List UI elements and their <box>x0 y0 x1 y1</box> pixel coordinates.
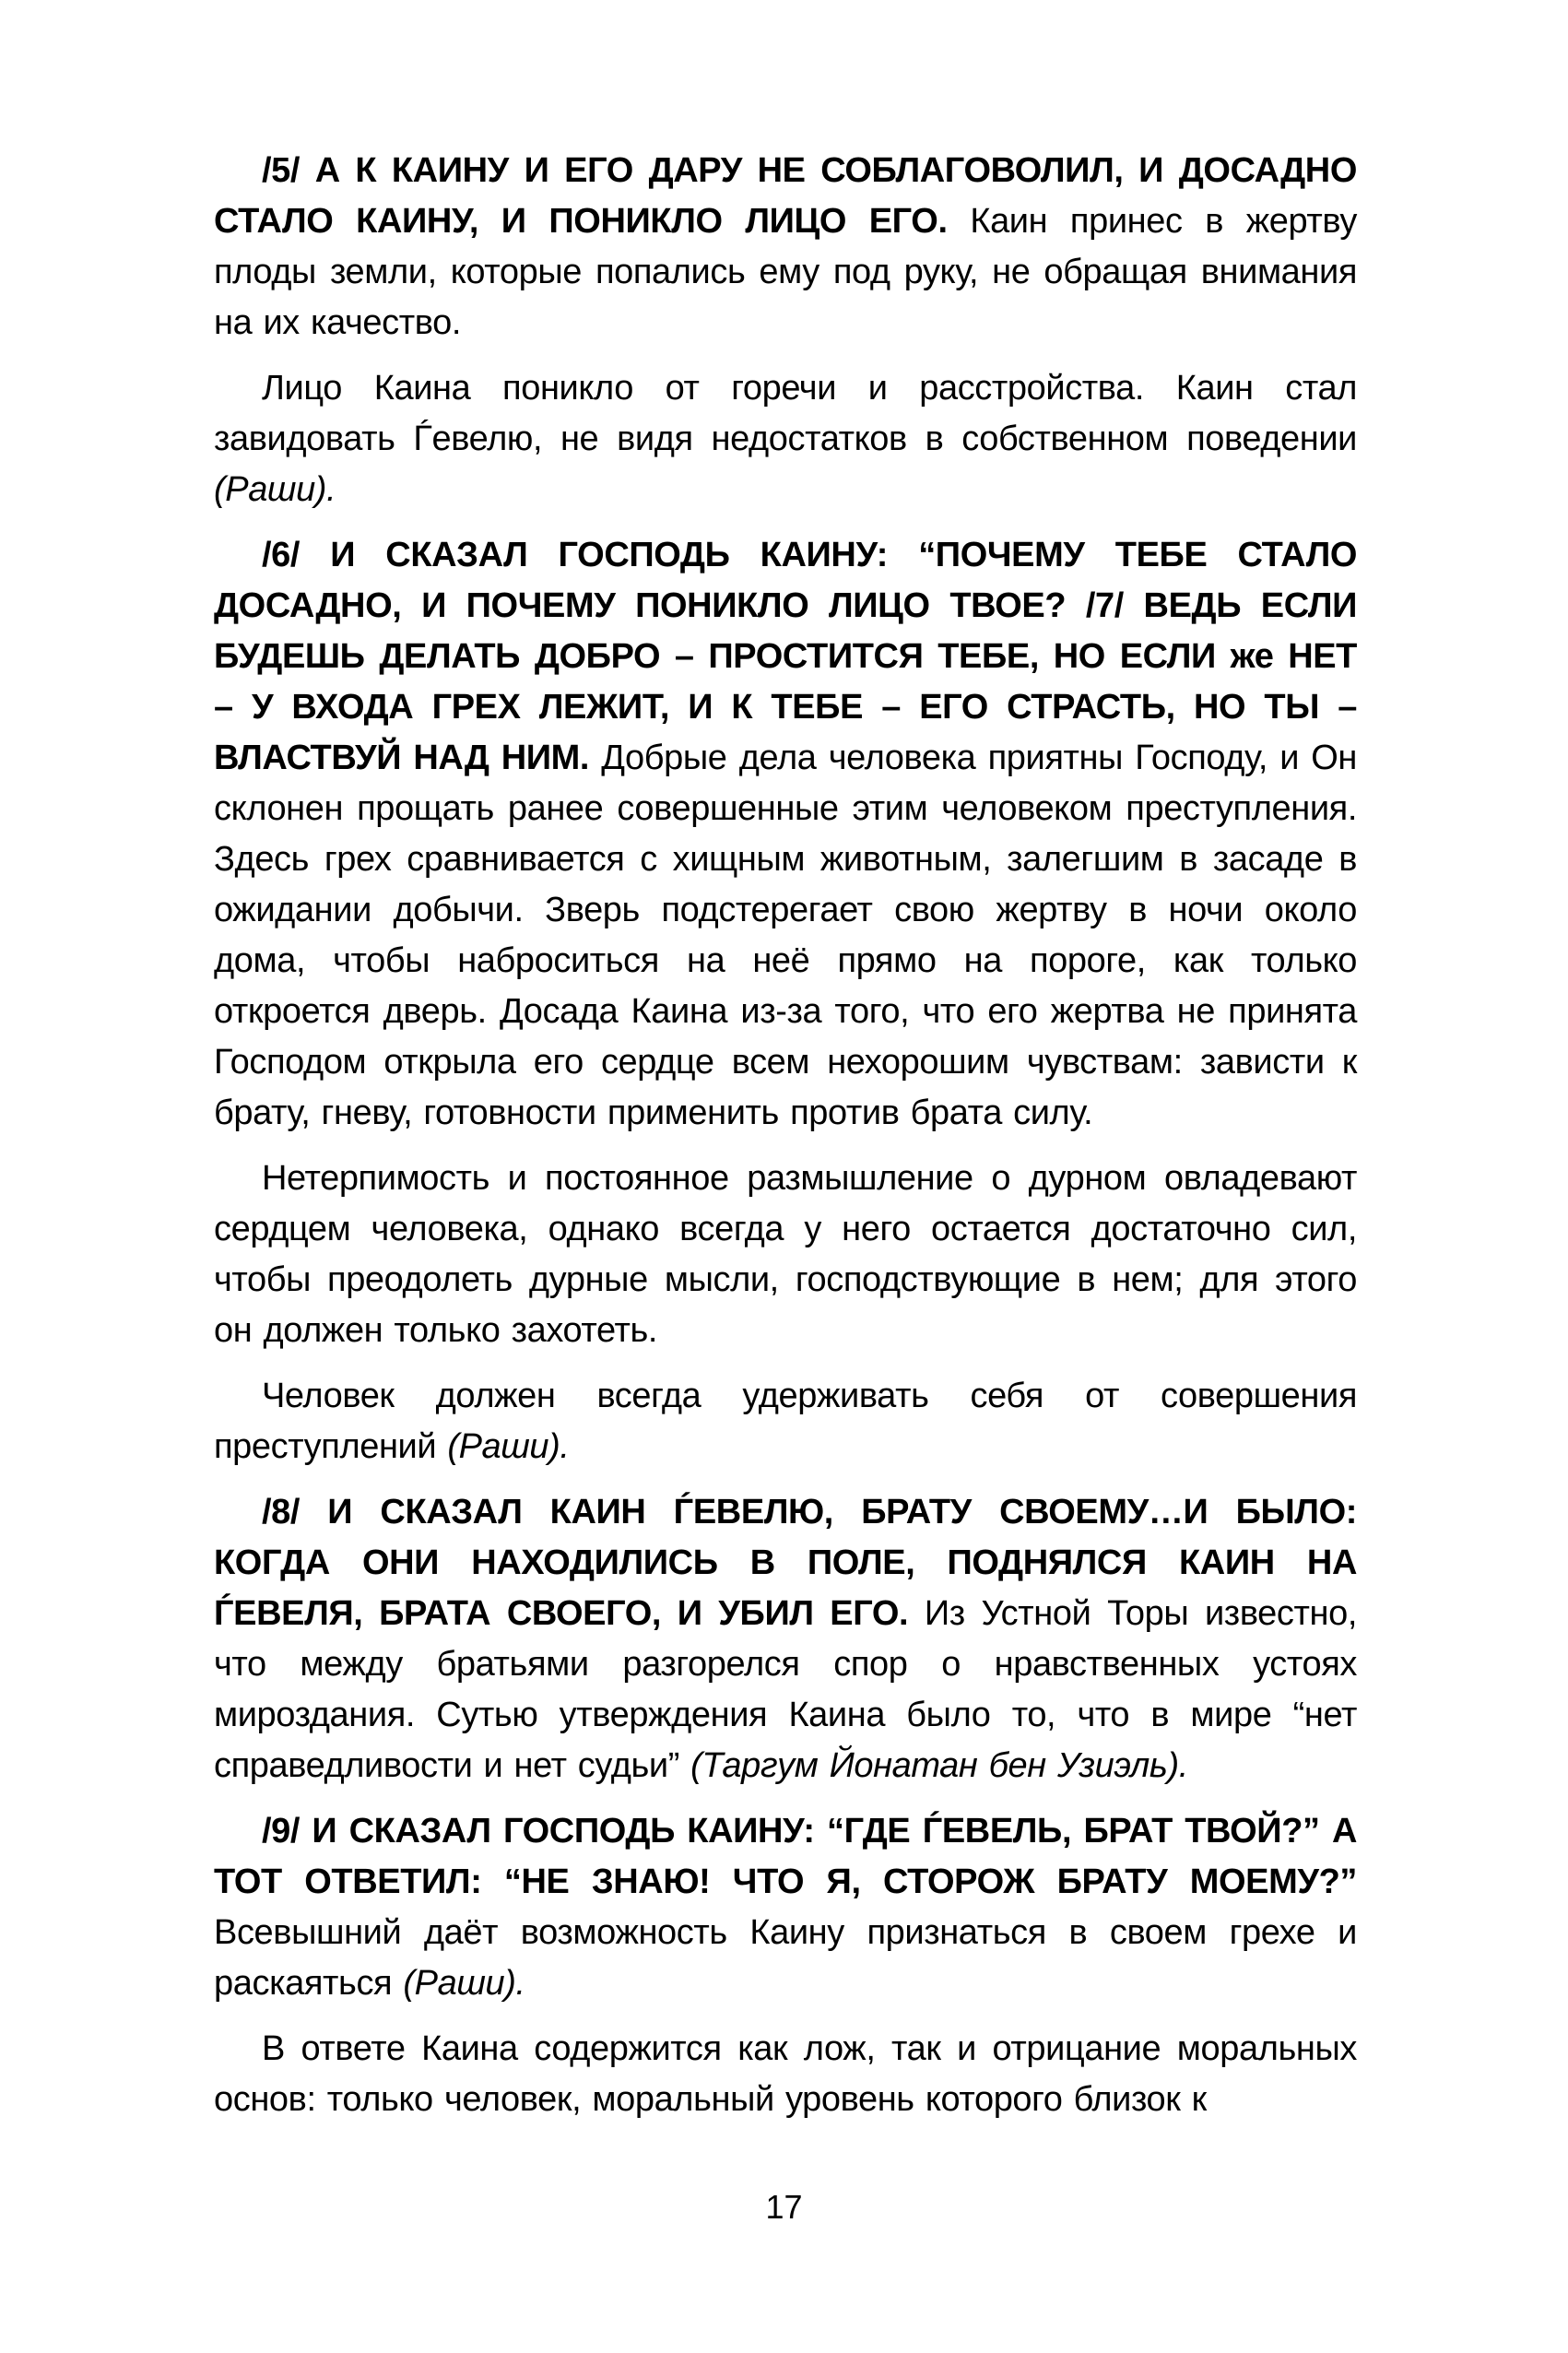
text-run-regular: В ответе Каина содержится как лож, так и отрицание моральных основ: только человек, моральный уровень которого близок к <box>214 2029 1357 2119</box>
text-run-regular: Из Устной Торы известно, что между братьями разгорелся спор о нравственных устоях мироздания. Сутью утверждения Каина было то, что в мире “нет справедливости и нет судьи” <box>214 1594 1358 1785</box>
text-block <box>214 146 1357 2140</box>
paragraph <box>214 530 1357 1139</box>
text-run-regular: Лицо Каина поникло от горечи и расстройства. Каин стал завидовать Ѓевелю, не видя недостатков в собственном поведении <box>214 369 1357 458</box>
paragraph <box>214 146 1357 349</box>
text-run-italic: (Раши). <box>403 1964 525 2003</box>
paragraph <box>214 363 1357 515</box>
text-run-bold: /9/ И СКАЗАЛ ГОСПОДЬ КАИНУ: “ГДЕ ЃЕВЕЛЬ, БРАТ ТВОЙ?” А ТОТ ОТВЕТИЛ: “НЕ ЗНАЮ! ЧТО Я, СТОРОЖ БРАТУ МОЕМУ?” <box>214 1812 1357 1901</box>
text-run-italic: (Раши). <box>447 1427 570 1466</box>
paragraph <box>214 1806 1357 2009</box>
text-run-regular: Нетерпимость и постоянное размышление о дурном овладевают сердцем человека, однако всегда у него остается достаточно сил, чтобы преодолеть дурные мысли, господствующие в нем; для этого он должен только захотеть. <box>214 1159 1357 1350</box>
paragraph <box>214 1487 1357 1791</box>
paragraph <box>214 1153 1357 1356</box>
paragraph <box>214 1371 1357 1472</box>
page-number: 17 <box>765 2188 803 2226</box>
text-run-bold: /5/ А К КАИНУ И ЕГО ДАРУ НЕ СОБЛАГОВОЛИЛ, И ДОСАДНО СТАЛО КАИНУ, И ПОНИКЛО ЛИЦО ЕГО. <box>214 151 1357 241</box>
paragraph <box>214 2024 1357 2125</box>
text-run-italic: (Таргум Йонатан бен Узиэль). <box>690 1746 1188 1785</box>
text-run-regular: Каин принес в жертву плоды земли, которые попались ему под руку, не обращая внимания на их качество. <box>214 202 1357 342</box>
text-run-regular: Добрые дела человека приятны Господу, и Он склонен прощать ранее совершенные этим человеком преступления. Здесь грех сравнивается с хищным животным, залегшим в засаде в ожидании добычи. Зверь подстерегает свою жертву в ночи около дома, чтобы наброситься на неё прямо на пороге, как только откроется дверь. Досада Каина из-за того, что его жертва не принята Господом открыла его сердце всем нехорошим чувствам: зависти к брату, гневу, готовности применить против брата силу. <box>214 739 1357 1132</box>
text-run-italic: (Раши). <box>214 470 336 509</box>
text-run-bold: /8/ И СКАЗАЛ КАИН ЃЕВЕЛЮ, БРАТУ СВОЕМУ…И БЫЛО: КОГДА ОНИ НАХОДИЛИСЬ В ПОЛЕ, ПОДНЯЛСЯ КАИН НА ЃЕВЕЛЯ, БРАТА СВОЕГО, И УБИЛ ЕГО. <box>214 1493 1357 1633</box>
text-run-regular: Всевышний даёт возможность Каину признаться в своем грехе и раскаяться <box>214 1913 1357 2003</box>
text-run-regular: Человек должен всегда удерживать себя от совершения преступлений <box>214 1377 1357 1466</box>
text-run-bold: /6/ И СКАЗАЛ ГОСПОДЬ КАИНУ: “ПОЧЕМУ ТЕБЕ СТАЛО ДОСАДНО, И ПОЧЕМУ ПОНИКЛО ЛИЦО ТВОЕ? /7/ ВЕДЬ ЕСЛИ БУДЕШЬ ДЕЛАТЬ ДОБРО – ПРОСТИТСЯ ТЕБЕ, НО ЕСЛИ же НЕТ – У ВХОДА ГРЕХ ЛЕЖИТ, И К ТЕБЕ – ЕГО СТРАСТЬ, НО ТЫ – ВЛАСТВУЙ НАД НИМ. <box>214 536 1357 777</box>
